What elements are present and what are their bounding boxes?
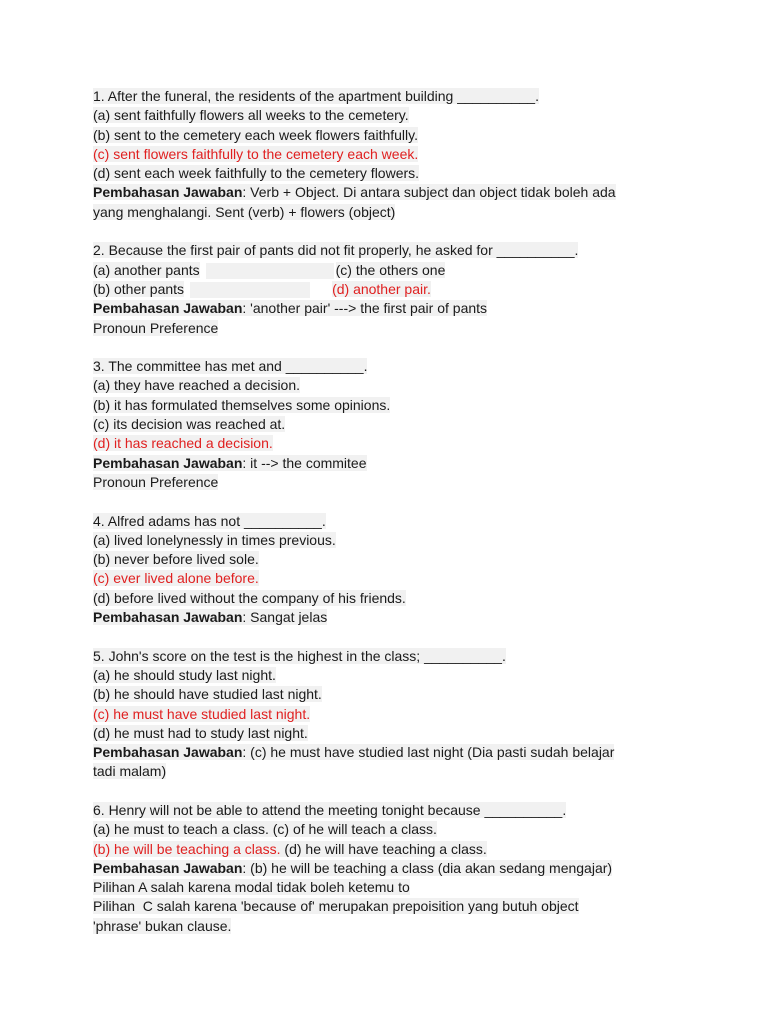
q2-option-b: (b) other pants <box>93 280 185 297</box>
q5-option-a: (a) he should study last night. <box>93 666 276 683</box>
q3-explanation: Pembahasan Jawaban: it --> the commitee <box>93 454 367 471</box>
question-2: 2. Because the first pair of pants did not fit properly, he asked for __________. <box>93 242 579 259</box>
q5-option-c-answer: (c) he must have studied last night. <box>93 705 311 722</box>
explanation-label: Pembahasan Jawaban <box>93 609 243 626</box>
q6-options-b-d <box>93 840 683 859</box>
explanation-label: Pembahasan Jawaban <box>93 454 243 471</box>
q5-option-d: (d) he must had to study last night. <box>93 724 308 741</box>
q6-explanation-cont-3: 'phrase' bukan clause. <box>93 917 232 934</box>
explanation-label: Pembahasan Jawaban <box>93 859 243 876</box>
q3-option-d-answer: (d) it has reached a decision. <box>93 435 273 452</box>
q4-option-d: (d) before lived without the company of his friends. <box>93 589 406 606</box>
q2-option-a: (a) another pants <box>93 261 200 278</box>
q2-options-row-2 <box>93 280 683 299</box>
q1-explanation-cont: yang menghalangi. Sent (verb) + flowers (object) <box>93 203 396 220</box>
q2-option-c: (c) the others one <box>335 261 446 278</box>
q4-option-a: (a) lived lonelynessly in times previous. <box>93 531 336 548</box>
question-3: 3. The committee has met and __________. <box>93 358 368 375</box>
q1-option-c-answer: (c) sent flowers faithfully to the cemetery each week. <box>93 145 419 162</box>
q2-explanation-cont: Pronoun Preference <box>93 319 219 336</box>
q5-explanation-cont: tadi malam) <box>93 763 167 780</box>
q1-option-d: (d) sent each week faithfully to the cemetery flowers. <box>93 165 420 182</box>
q6-options-a-c: (a) he must to teach a class. (c) of he will teach a class. <box>93 821 437 838</box>
explanation-label: Pembahasan Jawaban <box>93 300 243 317</box>
q6-option-b-answer: (b) he will be teaching a class. <box>93 840 281 857</box>
q6-explanation: Pembahasan Jawaban: (b) he will be teaching a class (dia akan sedang mengajar) <box>93 859 613 876</box>
q2-explanation: Pembahasan Jawaban: 'another pair' ---> the first pair of pants <box>93 300 488 317</box>
document-page <box>93 87 683 936</box>
question-4: 4. Alfred adams has not __________. <box>93 512 326 529</box>
q5-explanation: Pembahasan Jawaban: (c) he must have studied last night (Dia pasti sudah belajar <box>93 744 615 761</box>
explanation-label: Pembahasan Jawaban <box>93 184 243 201</box>
q3-option-a: (a) they have reached a decision. <box>93 377 301 394</box>
explanation-label: Pembahasan Jawaban <box>93 744 243 761</box>
question-1: 1. After the funeral, the residents of the apartment building __________. <box>93 88 539 104</box>
q6-explanation-cont-2: Pilihan C salah karena 'because of' merupakan prepoisition yang butuh object <box>93 898 579 915</box>
q1-option-a: (a) sent faithfully flowers all weeks to the cemetery. <box>93 107 409 124</box>
question-5: 5. John's score on the test is the highest in the class; __________. <box>93 647 506 664</box>
q5-option-b: (b) he should have studied last night. <box>93 686 322 703</box>
q4-option-b: (b) never before lived sole. <box>93 551 259 568</box>
q4-explanation: Pembahasan Jawaban: Sangat jelas <box>93 609 328 626</box>
q6-option-d: (d) he will have teaching a class. <box>280 840 487 857</box>
q3-option-b: (b) it has formulated themselves some opinions. <box>93 396 391 413</box>
q4-option-c-answer: (c) ever lived alone before. <box>93 570 259 587</box>
question-6: 6. Henry will not be able to attend the meeting tonight because __________. <box>93 801 567 818</box>
q1-explanation: Pembahasan Jawaban: Verb + Object. Di antara subject dan object tidak boleh ada <box>93 184 616 201</box>
q1-option-b: (b) sent to the cemetery each week flowers faithfully. <box>93 126 418 143</box>
q3-explanation-cont: Pronoun Preference <box>93 473 219 490</box>
q3-option-c: (c) its decision was reached at. <box>93 416 286 433</box>
q2-option-d-answer: (d) another pair. <box>332 280 431 297</box>
q2-options-row-1 <box>93 261 683 280</box>
q6-explanation-cont-1: Pilihan A salah karena modal tidak boleh ketemu to <box>93 879 410 896</box>
